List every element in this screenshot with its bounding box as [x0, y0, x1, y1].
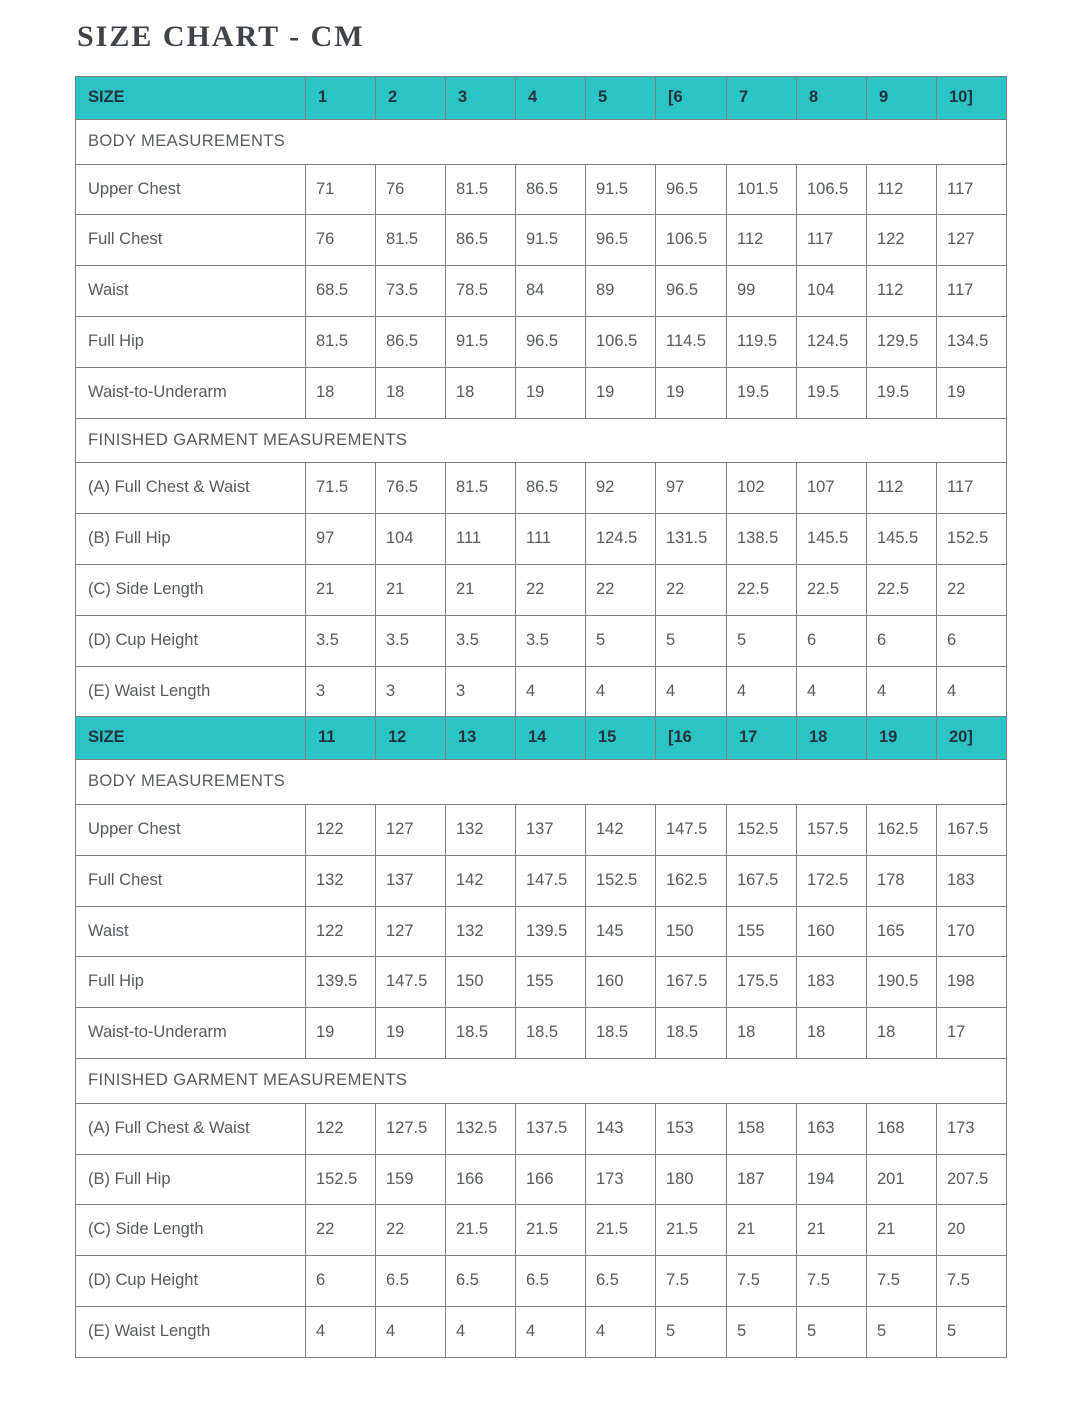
- measurement-value: 19.5: [797, 367, 867, 418]
- measurement-value: 131.5: [656, 514, 727, 565]
- measurement-value: 158: [727, 1103, 797, 1154]
- measurement-value: 18: [797, 1008, 867, 1059]
- measurement-value: 112: [727, 215, 797, 266]
- measurement-row: [76, 1154, 1007, 1205]
- measurement-value: 112: [867, 266, 937, 317]
- measurement-value: 124.5: [797, 316, 867, 367]
- measurement-value: 21.5: [516, 1205, 586, 1256]
- measurement-value: 4: [306, 1306, 376, 1357]
- size-header-label: SIZE: [76, 77, 306, 120]
- measurement-value: 7.5: [867, 1256, 937, 1307]
- measurement-value: 117: [937, 164, 1007, 215]
- measurement-value: 5: [727, 615, 797, 666]
- measurement-value: 18.5: [586, 1008, 656, 1059]
- measurement-value: 5: [867, 1306, 937, 1357]
- measurement-value: 4: [937, 666, 1007, 717]
- measurement-value: 127.5: [376, 1103, 446, 1154]
- size-chart-table: [75, 76, 1007, 1358]
- measurement-value: 86.5: [516, 164, 586, 215]
- measurement-value: 166: [446, 1154, 516, 1205]
- measurement-value: 18: [376, 367, 446, 418]
- measurement-label: (C) Side Length: [76, 564, 306, 615]
- measurement-value: 5: [937, 1306, 1007, 1357]
- measurement-value: 3: [446, 666, 516, 717]
- measurement-value: 117: [937, 463, 1007, 514]
- size-header-cell: [6: [656, 77, 727, 120]
- measurement-value: 3.5: [516, 615, 586, 666]
- measurement-value: 152.5: [306, 1154, 376, 1205]
- measurement-row: [76, 855, 1007, 906]
- measurement-value: 5: [797, 1306, 867, 1357]
- measurement-value: 86.5: [516, 463, 586, 514]
- measurement-value: 107: [797, 463, 867, 514]
- measurement-value: 99: [727, 266, 797, 317]
- measurement-value: 124.5: [586, 514, 656, 565]
- section-title: BODY MEASUREMENTS: [76, 760, 1007, 805]
- measurement-value: 170: [937, 906, 1007, 957]
- measurement-row: [76, 615, 1007, 666]
- measurement-value: 21.5: [446, 1205, 516, 1256]
- measurement-value: 4: [376, 1306, 446, 1357]
- measurement-value: 21.5: [586, 1205, 656, 1256]
- measurement-value: 6.5: [586, 1256, 656, 1307]
- page-title: SIZE CHART - CM: [77, 20, 365, 53]
- measurement-label: Upper Chest: [76, 804, 306, 855]
- measurement-value: 19: [306, 1008, 376, 1059]
- measurement-value: 111: [446, 514, 516, 565]
- size-header-cell: 19: [867, 717, 937, 760]
- measurement-value: 96.5: [586, 215, 656, 266]
- measurement-value: 119.5: [727, 316, 797, 367]
- measurement-value: 7.5: [797, 1256, 867, 1307]
- section-title: BODY MEASUREMENTS: [76, 119, 1007, 164]
- measurement-value: 139.5: [516, 906, 586, 957]
- measurement-value: 76: [376, 164, 446, 215]
- measurement-value: 187: [727, 1154, 797, 1205]
- measurement-value: 160: [586, 957, 656, 1008]
- measurement-value: 7.5: [656, 1256, 727, 1307]
- measurement-value: 5: [727, 1306, 797, 1357]
- size-header-cell: 9: [867, 77, 937, 120]
- measurement-value: 4: [586, 1306, 656, 1357]
- measurement-value: 18: [867, 1008, 937, 1059]
- measurement-label: Waist: [76, 906, 306, 957]
- measurement-value: 22: [516, 564, 586, 615]
- measurement-label: (D) Cup Height: [76, 615, 306, 666]
- measurement-value: 127: [376, 804, 446, 855]
- measurement-value: 6.5: [516, 1256, 586, 1307]
- measurement-row: [76, 1008, 1007, 1059]
- section-title-row: [76, 760, 1007, 805]
- measurement-value: 122: [867, 215, 937, 266]
- measurement-value: 22: [306, 1205, 376, 1256]
- size-chart-body: [76, 77, 1007, 1358]
- measurement-value: 155: [727, 906, 797, 957]
- measurement-value: 91.5: [446, 316, 516, 367]
- measurement-value: 117: [797, 215, 867, 266]
- measurement-value: 22: [656, 564, 727, 615]
- measurement-value: 150: [446, 957, 516, 1008]
- measurement-value: 198: [937, 957, 1007, 1008]
- measurement-value: 111: [516, 514, 586, 565]
- size-header-cell: 15: [586, 717, 656, 760]
- measurement-value: 106.5: [797, 164, 867, 215]
- measurement-label: (C) Side Length: [76, 1205, 306, 1256]
- measurement-value: 91.5: [516, 215, 586, 266]
- measurement-value: 19: [937, 367, 1007, 418]
- measurement-value: 129.5: [867, 316, 937, 367]
- measurement-value: 19: [586, 367, 656, 418]
- measurement-value: 21: [797, 1205, 867, 1256]
- measurement-value: 18.5: [446, 1008, 516, 1059]
- measurement-label: Waist-to-Underarm: [76, 1008, 306, 1059]
- measurement-value: 143: [586, 1103, 656, 1154]
- measurement-value: 73.5: [376, 266, 446, 317]
- measurement-value: 104: [797, 266, 867, 317]
- measurement-value: 3.5: [306, 615, 376, 666]
- measurement-value: 147.5: [656, 804, 727, 855]
- measurement-value: 112: [867, 164, 937, 215]
- measurement-value: 4: [867, 666, 937, 717]
- measurement-value: 22: [586, 564, 656, 615]
- measurement-row: [76, 666, 1007, 717]
- measurement-value: 3.5: [376, 615, 446, 666]
- size-header-row: [76, 77, 1007, 120]
- measurement-value: 157.5: [797, 804, 867, 855]
- measurement-value: 17: [937, 1008, 1007, 1059]
- measurement-value: 96.5: [656, 266, 727, 317]
- measurement-row: [76, 804, 1007, 855]
- measurement-value: 122: [306, 1103, 376, 1154]
- measurement-value: 5: [586, 615, 656, 666]
- measurement-value: 6.5: [376, 1256, 446, 1307]
- measurement-value: 168: [867, 1103, 937, 1154]
- measurement-value: 104: [376, 514, 446, 565]
- measurement-row: [76, 215, 1007, 266]
- section-title-row: [76, 418, 1007, 463]
- size-header-cell: 10]: [937, 77, 1007, 120]
- measurement-value: 22.5: [797, 564, 867, 615]
- measurement-value: 145.5: [797, 514, 867, 565]
- measurement-value: 19: [516, 367, 586, 418]
- measurement-label: Full Chest: [76, 215, 306, 266]
- measurement-value: 137.5: [516, 1103, 586, 1154]
- measurement-value: 20: [937, 1205, 1007, 1256]
- measurement-row: [76, 463, 1007, 514]
- measurement-value: 127: [937, 215, 1007, 266]
- measurement-value: 4: [446, 1306, 516, 1357]
- measurement-value: 139.5: [306, 957, 376, 1008]
- measurement-value: 96.5: [656, 164, 727, 215]
- measurement-value: 21.5: [656, 1205, 727, 1256]
- measurement-value: 159: [376, 1154, 446, 1205]
- size-header-cell: 3: [446, 77, 516, 120]
- measurement-label: (B) Full Hip: [76, 514, 306, 565]
- size-header-cell: 18: [797, 717, 867, 760]
- measurement-value: 18.5: [516, 1008, 586, 1059]
- measurement-value: 18: [727, 1008, 797, 1059]
- measurement-value: 71.5: [306, 463, 376, 514]
- measurement-row: [76, 266, 1007, 317]
- measurement-label: Full Hip: [76, 316, 306, 367]
- measurement-row: [76, 906, 1007, 957]
- size-header-cell: 1: [306, 77, 376, 120]
- measurement-row: [76, 1103, 1007, 1154]
- measurement-value: 92: [586, 463, 656, 514]
- measurement-label: Full Chest: [76, 855, 306, 906]
- measurement-value: 97: [656, 463, 727, 514]
- measurement-value: 91.5: [586, 164, 656, 215]
- measurement-value: 114.5: [656, 316, 727, 367]
- size-header-cell: 11: [306, 717, 376, 760]
- measurement-value: 147.5: [516, 855, 586, 906]
- measurement-value: 68.5: [306, 266, 376, 317]
- measurement-value: 165: [867, 906, 937, 957]
- measurement-value: 4: [586, 666, 656, 717]
- measurement-value: 145.5: [867, 514, 937, 565]
- measurement-value: 173: [586, 1154, 656, 1205]
- size-header-cell: 7: [727, 77, 797, 120]
- measurement-value: 22.5: [727, 564, 797, 615]
- measurement-value: 86.5: [446, 215, 516, 266]
- measurement-value: 152.5: [727, 804, 797, 855]
- measurement-value: 132: [306, 855, 376, 906]
- measurement-value: 21: [867, 1205, 937, 1256]
- measurement-row: [76, 514, 1007, 565]
- size-header-label: SIZE: [76, 717, 306, 760]
- measurement-value: 162.5: [867, 804, 937, 855]
- measurement-value: 178: [867, 855, 937, 906]
- measurement-value: 96.5: [516, 316, 586, 367]
- measurement-value: 122: [306, 906, 376, 957]
- size-header-cell: 2: [376, 77, 446, 120]
- measurement-value: 194: [797, 1154, 867, 1205]
- measurement-value: 183: [937, 855, 1007, 906]
- measurement-value: 18: [306, 367, 376, 418]
- measurement-value: 19: [656, 367, 727, 418]
- measurement-value: 4: [516, 1306, 586, 1357]
- measurement-label: (E) Waist Length: [76, 1306, 306, 1357]
- measurement-value: 162.5: [656, 855, 727, 906]
- size-header-cell: 20]: [937, 717, 1007, 760]
- measurement-label: (E) Waist Length: [76, 666, 306, 717]
- measurement-value: 76: [306, 215, 376, 266]
- measurement-value: 142: [586, 804, 656, 855]
- measurement-value: 138.5: [727, 514, 797, 565]
- measurement-value: 7.5: [937, 1256, 1007, 1307]
- measurement-value: 84: [516, 266, 586, 317]
- measurement-value: 122: [306, 804, 376, 855]
- measurement-row: [76, 957, 1007, 1008]
- measurement-label: (B) Full Hip: [76, 1154, 306, 1205]
- measurement-value: 22.5: [867, 564, 937, 615]
- measurement-value: 155: [516, 957, 586, 1008]
- measurement-value: 175.5: [727, 957, 797, 1008]
- measurement-value: 3.5: [446, 615, 516, 666]
- measurement-value: 4: [797, 666, 867, 717]
- measurement-value: 127: [376, 906, 446, 957]
- measurement-value: 81.5: [376, 215, 446, 266]
- measurement-label: Waist-to-Underarm: [76, 367, 306, 418]
- size-header-cell: 5: [586, 77, 656, 120]
- section-title-row: [76, 119, 1007, 164]
- measurement-value: 19: [376, 1008, 446, 1059]
- measurement-row: [76, 1306, 1007, 1357]
- measurement-value: 6.5: [446, 1256, 516, 1307]
- measurement-value: 86.5: [376, 316, 446, 367]
- measurement-value: 134.5: [937, 316, 1007, 367]
- measurement-value: 153: [656, 1103, 727, 1154]
- measurement-label: (A) Full Chest & Waist: [76, 1103, 306, 1154]
- section-title-row: [76, 1058, 1007, 1103]
- measurement-label: Full Hip: [76, 957, 306, 1008]
- size-header-cell: 12: [376, 717, 446, 760]
- measurement-value: 112: [867, 463, 937, 514]
- measurement-value: 7.5: [727, 1256, 797, 1307]
- measurement-value: 18: [446, 367, 516, 418]
- measurement-value: 21: [446, 564, 516, 615]
- measurement-value: 89: [586, 266, 656, 317]
- measurement-row: [76, 564, 1007, 615]
- measurement-row: [76, 1205, 1007, 1256]
- measurement-value: 81.5: [446, 164, 516, 215]
- measurement-value: 21: [306, 564, 376, 615]
- measurement-value: 132.5: [446, 1103, 516, 1154]
- measurement-value: 201: [867, 1154, 937, 1205]
- measurement-value: 190.5: [867, 957, 937, 1008]
- measurement-value: 3: [306, 666, 376, 717]
- measurement-value: 106.5: [656, 215, 727, 266]
- measurement-value: 147.5: [376, 957, 446, 1008]
- measurement-label: (D) Cup Height: [76, 1256, 306, 1307]
- size-header-cell: 17: [727, 717, 797, 760]
- size-header-cell: 13: [446, 717, 516, 760]
- measurement-value: 6: [937, 615, 1007, 666]
- measurement-value: 76.5: [376, 463, 446, 514]
- measurement-value: 21: [727, 1205, 797, 1256]
- section-title: FINISHED GARMENT MEASUREMENTS: [76, 1058, 1007, 1103]
- size-header-cell: [16: [656, 717, 727, 760]
- measurement-row: [76, 1256, 1007, 1307]
- measurement-value: 167.5: [656, 957, 727, 1008]
- measurement-value: 18.5: [656, 1008, 727, 1059]
- measurement-value: 5: [656, 615, 727, 666]
- size-header-row: [76, 717, 1007, 760]
- measurement-label: (A) Full Chest & Waist: [76, 463, 306, 514]
- measurement-label: Waist: [76, 266, 306, 317]
- measurement-value: 152.5: [586, 855, 656, 906]
- measurement-value: 167.5: [937, 804, 1007, 855]
- size-header-cell: 4: [516, 77, 586, 120]
- measurement-row: [76, 316, 1007, 367]
- measurement-value: 167.5: [727, 855, 797, 906]
- measurement-value: 4: [516, 666, 586, 717]
- measurement-value: 21: [376, 564, 446, 615]
- measurement-value: 4: [656, 666, 727, 717]
- measurement-value: 152.5: [937, 514, 1007, 565]
- measurement-value: 132: [446, 804, 516, 855]
- measurement-value: 101.5: [727, 164, 797, 215]
- measurement-value: 183: [797, 957, 867, 1008]
- measurement-value: 81.5: [446, 463, 516, 514]
- measurement-value: 5: [656, 1306, 727, 1357]
- measurement-value: 22: [376, 1205, 446, 1256]
- measurement-value: 71: [306, 164, 376, 215]
- measurement-value: 207.5: [937, 1154, 1007, 1205]
- measurement-value: 117: [937, 266, 1007, 317]
- measurement-value: 172.5: [797, 855, 867, 906]
- measurement-value: 3: [376, 666, 446, 717]
- measurement-value: 166: [516, 1154, 586, 1205]
- measurement-label: Upper Chest: [76, 164, 306, 215]
- measurement-value: 106.5: [586, 316, 656, 367]
- measurement-value: 180: [656, 1154, 727, 1205]
- measurement-value: 6: [797, 615, 867, 666]
- measurement-value: 137: [376, 855, 446, 906]
- measurement-value: 150: [656, 906, 727, 957]
- measurement-value: 102: [727, 463, 797, 514]
- measurement-value: 163: [797, 1103, 867, 1154]
- measurement-value: 6: [867, 615, 937, 666]
- section-title: FINISHED GARMENT MEASUREMENTS: [76, 418, 1007, 463]
- measurement-value: 160: [797, 906, 867, 957]
- measurement-value: 19.5: [867, 367, 937, 418]
- measurement-value: 137: [516, 804, 586, 855]
- size-header-cell: 14: [516, 717, 586, 760]
- size-header-cell: 8: [797, 77, 867, 120]
- measurement-value: 78.5: [446, 266, 516, 317]
- measurement-row: [76, 164, 1007, 215]
- measurement-value: 22: [937, 564, 1007, 615]
- measurement-value: 6: [306, 1256, 376, 1307]
- measurement-value: 132: [446, 906, 516, 957]
- measurement-value: 97: [306, 514, 376, 565]
- measurement-value: 81.5: [306, 316, 376, 367]
- measurement-row: [76, 367, 1007, 418]
- measurement-value: 4: [727, 666, 797, 717]
- measurement-value: 19.5: [727, 367, 797, 418]
- measurement-value: 142: [446, 855, 516, 906]
- measurement-value: 145: [586, 906, 656, 957]
- measurement-value: 173: [937, 1103, 1007, 1154]
